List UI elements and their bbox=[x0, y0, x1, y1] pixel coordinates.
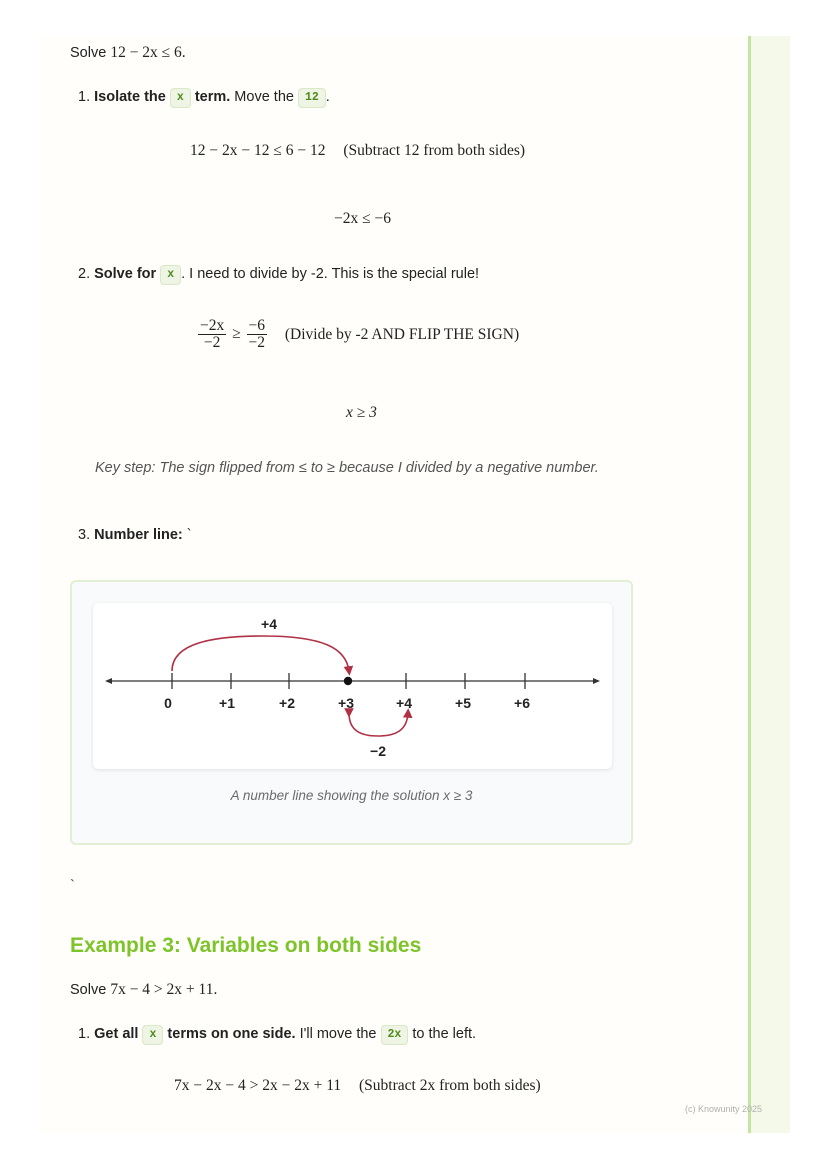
equation-4 bbox=[346, 404, 377, 422]
step-number: 2. bbox=[78, 266, 91, 282]
step-number: 1. bbox=[78, 89, 91, 105]
relation: ≥ bbox=[232, 325, 241, 343]
step-text: Move the bbox=[230, 89, 298, 105]
side-rail bbox=[748, 36, 790, 1133]
equation-note: (Subtract 2x from both sides) bbox=[359, 1077, 541, 1094]
inline-code: x bbox=[160, 265, 181, 285]
equation-expr: x ≥ 3 bbox=[346, 404, 377, 421]
arrow-left-icon bbox=[105, 678, 112, 684]
section-heading: Example 3: Variables on both sides bbox=[70, 934, 422, 957]
step-2 bbox=[78, 264, 479, 285]
equation-3 bbox=[196, 318, 519, 351]
arrow-right-icon bbox=[593, 678, 600, 684]
prompt-math: 7x − 4 > 2x + 11. bbox=[110, 981, 218, 998]
step-title-cont: terms on one side. bbox=[167, 1026, 296, 1042]
prompt-math: 12 − 2x ≤ 6. bbox=[110, 44, 186, 61]
jump-label-bottom: −2 bbox=[370, 743, 386, 759]
document-page bbox=[40, 36, 790, 1133]
fraction-left bbox=[198, 318, 226, 351]
jump-arc-top bbox=[172, 636, 349, 671]
step-3 bbox=[78, 525, 192, 545]
inline-code: x bbox=[142, 1025, 163, 1045]
tick-label: +5 bbox=[455, 695, 471, 711]
prompt-label: Solve bbox=[70, 45, 111, 61]
equation-note: (Subtract 12 from both sides) bbox=[343, 142, 526, 159]
inline-code: 2x bbox=[381, 1025, 409, 1045]
prompt-label: Solve bbox=[70, 982, 111, 998]
jump-label-top: +4 bbox=[261, 616, 277, 632]
fraction-right bbox=[247, 318, 268, 351]
step-title: Isolate the bbox=[94, 89, 166, 105]
equation-expr: 7x − 2x − 4 > 2x − 2x + 11 bbox=[174, 1077, 342, 1094]
step-text: I'll move the bbox=[295, 1026, 381, 1042]
inline-code: x bbox=[170, 88, 191, 108]
step-number: 3. bbox=[78, 527, 91, 543]
step-text: ` bbox=[182, 527, 192, 543]
equation-1 bbox=[190, 142, 525, 160]
step-text: to the left. bbox=[408, 1026, 477, 1042]
stray-backtick: ` bbox=[70, 878, 75, 894]
problem-1-prompt bbox=[70, 43, 186, 63]
copyright-footer: (c) Knowunity 2025 bbox=[685, 1104, 763, 1114]
step-number: 1. bbox=[78, 1026, 91, 1042]
number-line-image bbox=[93, 603, 612, 769]
equation-2: −2x ≤ −6 bbox=[334, 210, 391, 227]
tick-label: +4 bbox=[396, 695, 412, 711]
step-text: . bbox=[325, 89, 330, 105]
tick-labels bbox=[164, 616, 530, 759]
inline-code: 12 bbox=[298, 88, 326, 108]
tick-label: 0 bbox=[164, 695, 172, 711]
example3-equation-1 bbox=[174, 1077, 541, 1095]
tick-label: +2 bbox=[279, 695, 295, 711]
step-text: . I need to divide by -2. This is the special rule! bbox=[181, 266, 480, 282]
key-step-note: Key step: The sign flipped from ≤ to ≥ because I divided by a negative number. bbox=[95, 460, 599, 476]
step-title: Solve for bbox=[94, 266, 157, 282]
equation-note: (Divide by -2 AND FLIP THE SIGN) bbox=[284, 325, 520, 343]
numerator: −2x bbox=[200, 317, 225, 334]
denominator: −2 bbox=[248, 334, 266, 351]
step-1 bbox=[78, 87, 330, 108]
step-title-cont: term. bbox=[194, 89, 231, 105]
number-line-figure bbox=[70, 580, 633, 845]
solution-point bbox=[344, 677, 352, 685]
step-title: Number line: bbox=[94, 527, 183, 543]
figure-caption: A number line showing the solution x ≥ 3 bbox=[230, 788, 473, 803]
example3-step-1 bbox=[78, 1024, 476, 1045]
jump-arc-bottom bbox=[349, 713, 408, 736]
denominator: −2 bbox=[203, 334, 221, 351]
numerator: −6 bbox=[248, 317, 266, 334]
tick-label: +3 bbox=[338, 695, 354, 711]
number-line-svg bbox=[93, 603, 612, 769]
equation-expr: 12 − 2x − 12 ≤ 6 − 12 bbox=[190, 142, 326, 159]
step-title: Get all bbox=[94, 1026, 139, 1042]
tick-label: +6 bbox=[514, 695, 530, 711]
tick-label: +1 bbox=[219, 695, 235, 711]
problem-2-prompt bbox=[70, 980, 217, 1000]
